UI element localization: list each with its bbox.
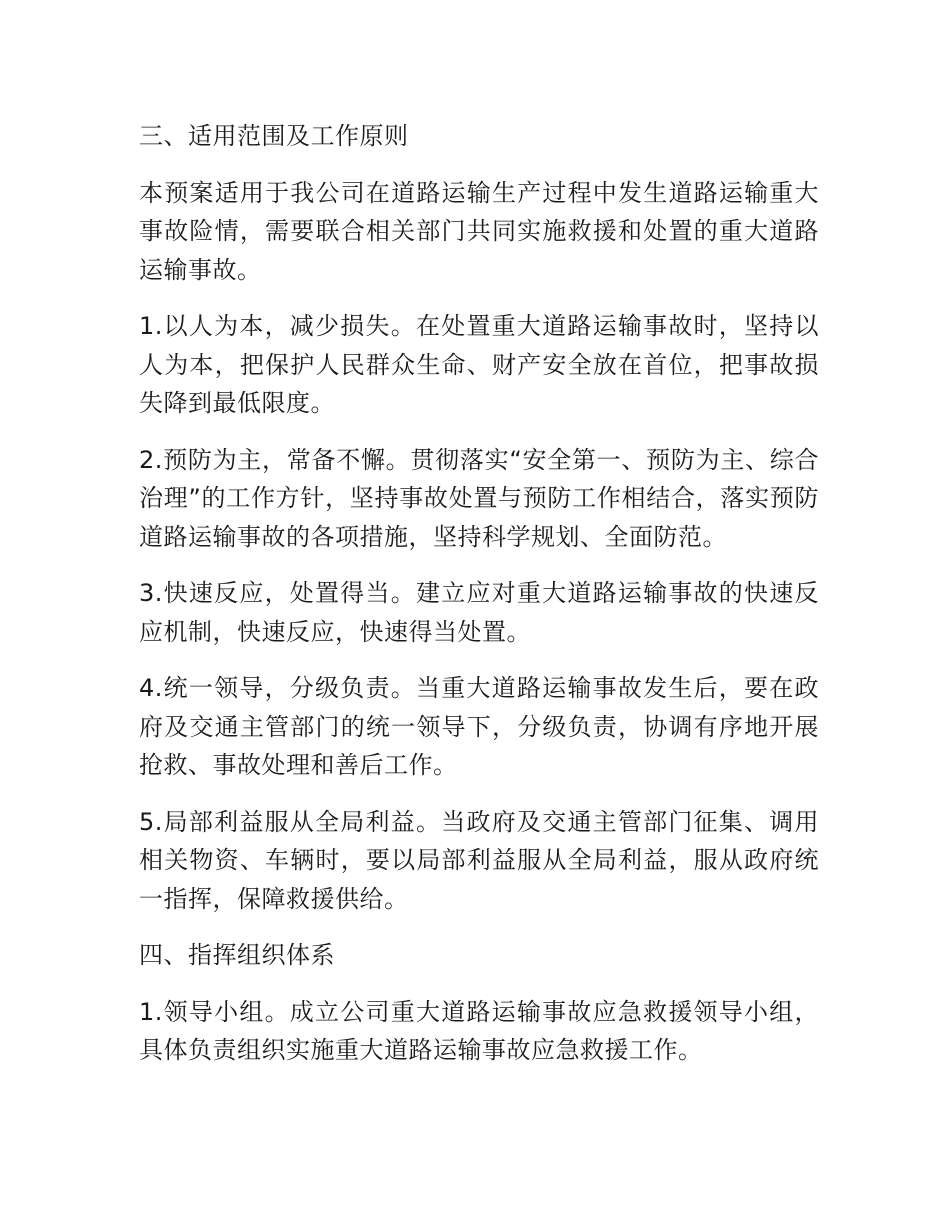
document-body [139,117,819,1088]
section-heading-scope-principles: 三、适用范围及工作原则 [139,122,409,150]
paragraph-principle-3: 3.快速反应，处置得当。建立应对重大道路运输事故的快速反应机制，快速反应，快速得当处置。 [139,579,819,646]
paragraph-principle-2: 2.预防为主，常备不懈。贯彻落实“安全第一、预防为主、综合治理”的工作方针，坚持事故处置与预防工作相结合，落实预防道路运输事故的各项措施，坚持科学规划、全面防范。 [139,445,819,551]
paragraph-principle-5: 5.局部利益服从全局利益。当政府及交通主管部门征集、调用相关物资、车辆时，要以局部利益服从全局利益，服从政府统一指挥，保障救援供给。 [139,807,819,913]
paragraph-leadership-group: 1.领导小组。成立公司重大道路运输事故应急救援领导小组，具体负责组织实施重大道路运输事故应急救援工作。 [139,997,819,1064]
paragraph-principle-4: 4.统一领导，分级负责。当重大道路运输事故发生后，要在政府及交通主管部门的统一领导下，分级负责，协调有序地开展抢救、事故处理和善后工作。 [139,674,819,779]
paragraph-scope: 本预案适用于我公司在道路运输生产过程中发生道路运输重大事故险情，需要联合相关部门共同实施救援和处置的重大道路运输事故。 [139,178,819,284]
section-heading-command-system: 四、指挥组织体系 [139,941,335,969]
paragraph-principle-1: 1.以人为本，减少损失。在处置重大道路运输事故时，坚持以人为本，把保护人民群众生命、财产安全放在首位，把事故损失降到最低限度。 [139,312,819,417]
